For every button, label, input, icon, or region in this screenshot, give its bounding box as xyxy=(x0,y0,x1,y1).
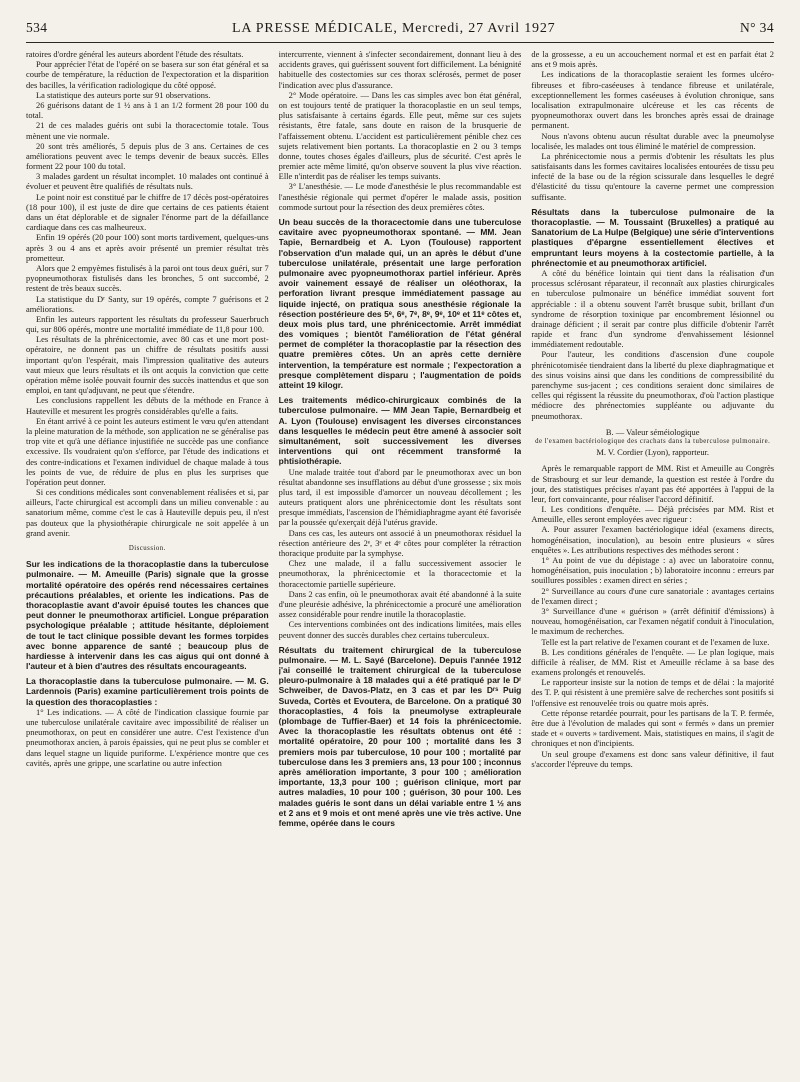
paragraph: Le point noir est constitué par le chiffre de 17 décès post-opératoires (18 pour 100), il est juste de dire que certains de ces patients étaient dans un état déplorable et de signaler l'énorme part de la défaillance cardiaque dans ces cas malheureux. xyxy=(26,191,269,233)
paragraph: Enfin 19 opérés (20 pour 100) sont morts tardivement, quelques-uns après 3 ou 4 ans et après avoir présenté un premier résultat très prometteur. xyxy=(26,232,269,263)
masthead xyxy=(26,20,774,37)
paragraph: Pour apprécier l'état de l'opéré on se basera sur son état général et sa courbe de température, la réduction de l'expectoration et la disparition des bacilles, la vérification radiologique du côté opposé. xyxy=(26,59,269,90)
paragraph: La statistique du Dʳ Santy, sur 19 opérés, compte 7 guérisons et 2 améliorations. xyxy=(26,293,269,314)
paragraph: Pour l'auteur, les conditions d'ascension d'une coupole phrénicotomisée tiendraient dans la liberté du plexe diaphragmatique et des sinus voisins ainsi que dans les conditions de compressibilité du parenchyme sus-jacent ; ces conditions seraient donc similaires de celles qui régissent la réussite du pneumothorax, d'où l'action plastique médiocre des phrénectomies suppléante ou adjuvante du pneumothorax. xyxy=(531,349,774,421)
paragraph: Si ces conditions médicales sont convenablement réalisées et si, par ailleurs, l'acte chirurgical est accompli dans un milieu convenable : au sanatorium même, comme c'est le cas à Hauteville depuis peu, il n'est pas douteux que la physiothérapie chirurgicale ne soit appelée à un grand avenir. xyxy=(26,487,269,538)
paragraph: 1° Les indications. — A côté de l'indication classique fournie par une tuberculose unilatérale cavitaire avec impossibilité de réaliser un pneumothorax, on peut en considérer une autre. C'est l'existence d'un pneumothorax ancien, à parois épaissies, qui ne peut plus se combler et dans lequel stagne un liquide puriforme. L'expérience montre que ces cavités, après une grippe, une scarlatine ou autre infection xyxy=(26,706,269,768)
paragraph: Telle est la part relative de l'examen courant et de l'examen de luxe. xyxy=(541,636,770,647)
journal-title: LA PRESSE MÉDICALE, Mercredi, 27 Avril 1927 xyxy=(231,21,556,36)
paragraph: Les résultats de la phrénicectomie, avec 80 cas et une mort post-opératoire, ne donnent pas un chiffre de résultats positifs aussi important qu'on l'espérait, mais l'impression qualitative des auteurs vaut mieux que leurs résultats et ils ont acquis la conviction que cette opération même isolée pouvait fournir des succès inattendus et que son emploi, en tant qu'adjuvant, ne peut que s'étendre. xyxy=(26,334,269,396)
paragraph: Dans ces cas, les auteurs ont associé à un pneumothorax résiduel la résection antérieure des 2ᵉ, 3ᵉ et 4ᵉ côtes pour compléter la rétraction thoracique produite par la symphyse. xyxy=(278,527,522,558)
section-paragraph: Sur les indications de la thoracoplastie dans la tuberculose pulmonaire. — M. Ameuille (Paris) signale que la grosse mortalité opératoire des opérés rend nécessaires certaines précautions préalables, et oriente les indications. Pas de thoracoplastie avant d'avoir épuisé toutes les chances que peut donner le pneumothorax artificiel. Longue préparation psychologique préalable ; attitude hésitante, déploiement de tout le tact clinique possible devant les formes torpides avec bonne apparence de santé ; beaucoup plus de hardiesse à intervenir dans les cas aigus qui ont donné à l'auteur et à bien d'autres des résultats encourageants. xyxy=(26,559,269,672)
paragraph: Ces interventions combinées ont des indications limitées, mais elles peuvent donner des succès durables chez certains tuberculeux. xyxy=(278,619,522,640)
paragraph: Une malade traitée tout d'abord par le pneumothorax avec un bon résultat abandonne ses insufflations au début d'une grossesse ; six mois plus tard, il est impossible d'amorcer un nouveau décollement ; les auteurs pratiquent alors une phrénicectomie dont les résultats sont presque immédiats, l'ascension de l'hémidiaphragme ayant été favorisée par la poussée qu'exerçait déjà l'utérus gravide. xyxy=(278,466,522,528)
page-number: 534 xyxy=(26,20,48,35)
paragraph: de la grossesse, a eu un accouchement normal et est en parfait état 2 ans et 9 mois après. xyxy=(531,49,774,70)
paragraph: Alors que 2 empyèmes fistulisés à la paroi ont tous deux guéri, sur 7 pyopneumothorax fistulisés dans les bronches, 5 ont succombé, 2 restent de très beaux succès. xyxy=(26,262,269,294)
paragraph: Les indications de la thoracoplastie seraient les formes ulcéro-fibreuses et fibro-caséeuses à tendance fibreuse et unilatérale, exceptionnellement les formes caséeuses à évolution chronique, sans localisation extrapulmonaire ulcéreuse et les cas récents de pyopneumothorax ouvert dans les bronches après essai de drainage permanent. xyxy=(531,69,774,131)
text-columns xyxy=(26,49,774,1079)
section-heading: B. — Valeur séméiologique xyxy=(605,426,700,437)
section-paragraph: Les traitements médico-chirurgicaux combinés de la tuberculose pulmonaire. — MM Jean Tapie, Bernardbeig et A. Lyon (Toulouse) envisagent les diverses circonstances dans lesquelles le médecin peut être amené à associer soit simultanément, soit successivement les diverses interventions qui ont récemment transformé la phtisiothérapie. xyxy=(278,395,522,467)
paragraph: 2° Surveillance au cours d'une cure sanatoriale : avantages certains de l'examen direct ; xyxy=(531,585,774,606)
section-paragraph: Résultats du traitement chirurgical de la tuberculose pulmonaire. — M. L. Sayé (Barcelone). Depuis l'année 1912 j'ai conseillé le traitement chirurgical de la tuberculose pleuro-pulmonaire à 18 malades qui a été pratiqué par le Dʳ Schweiber, de Davos-Platz, en 3 cas et par les Dʳˢ Puig Suveda, Cortès et Evoutera, de Barcelone. On a pratiqué 30 thoracoplasties, 4 fois la pneumolyse extrapleurale (plombage de Tuffier-Baer) et 14 fois la phrénicectomie. Avec la thoracoplastie les résultats obtenus ont été : mortalité opératoire, 20 pour 100 ; mortalité dans les 3 premiers mois par tuberculose, 10 pour 100 ; mortalité par tuberculose dans les 3 premiers ans, 13 pour 100 ; inconnus après amélioration importante, 3 pour 100 ; amélioration importante, 13,3 pour 100 ; guérison clinique, mort par autres maladies, 10 pour 100 ; guérison, 30 pour 100. Les malades guéris le sont dans un délai variable entre 1 ½ ans et 2 ans et 9 mois et ont mené après une vie très active. Une femme, opérée dans le cours xyxy=(278,644,522,828)
text-column-3 xyxy=(531,49,774,1079)
paragraph: 26 guérisons datant de 1 ½ ans à 1 an 1/2 forment 28 pour 100 du total. xyxy=(26,99,269,121)
text-column-2 xyxy=(279,49,522,1079)
paragraph: I. Les conditions d'enquête. — Déjà précisées par MM. Rist et Ameuille, elles seront employées avec rigueur : xyxy=(531,504,774,525)
header-rule xyxy=(26,42,774,43)
section-heading: M. V. Cordier (Lyon), rapporteur. xyxy=(596,447,709,458)
section-paragraph: Résultats dans la tuberculose pulmonaire de la thoracoplastie. — M. Toussaint (Bruxelles) a pratiqué au Sanatorium de La Hulpe (Belgique) une série d'interventions plastiques d'épargne essentiellement électives et empruntant leurs moyens à la costectomie partielle, à la phrénectomie et au pneumothorax artificiel. xyxy=(531,206,774,268)
paragraph: Nous n'avons obtenu aucun résultat durable avec la pneumolyse localisée, les malades ont tous éliminé le matériel de compression. xyxy=(531,130,774,151)
paragraph: Après le remarquable rapport de MM. Rist et Ameuille au Congrès de Strasbourg et sur leur demande, la question est restée à l'ordre du jour, des statistiques précises n'ayant pas été apportées à l'appui de la leur, fort convaincante, pour réaliser l'accord définitif. xyxy=(531,463,774,504)
paragraph: A. Pour assurer l'examen bactériologique idéal (examens directs, homogénéisation, inoculation), au besoin entre plusieurs « sûres enquêtes ». Les attributions respectives des méthodes seront : xyxy=(531,524,774,555)
issue-number: N° 34 xyxy=(739,20,774,35)
section-paragraph: Un beau succès de la thoracectomie dans une tuberculose cavitaire avec pyopneumothorax spontané. — MM. Jean Tapie, Bernardbeig et A. Lyon (Toulouse) rapportent l'observation d'un malade qui, un an après le début d'une tuberculose unilatérale, présentait une large perforation pulmonaire avec pyopneumothorax partiel inférieur. Après avoir vainement essayé de réaliser un oléothorax, la perforation livrant presque immédiatement passage au liquide injecté, on pratiqua sous anesthésie régionale la résection postérieure des 5ᵉ, 6ᵉ, 7ᵉ, 8ᵉ, 9ᵉ, 10ᵉ et 11ᵉ côtes et, deux mois plus tard, une phrénicectomie. Arrêt immédiat des vomiques ; bientôt l'amélioration de l'état général permet de compléter la thoracoplastie par la résection des quatre premières côtes. Un an après cette dernière intervention, la température est normale ; l'expectoration a presque complètement disparu ; l'augmentation de poids atteint 19 kilogr. xyxy=(278,217,522,390)
paragraph: 3° Surveillance d'une « guérison » (arrêt définitif d'émissions) à nouveau, homogénéisation, car l'examen négatif conduit à l'inoculation, le maximum de recherches. xyxy=(531,605,774,637)
section-heading: de l'examen bactériologique des crachats dans la tuberculose pulmonaire. xyxy=(535,437,771,445)
paragraph: B. Les conditions générales de l'enquête. — Le plan logique, mais difficile à réaliser, de MM. Rist et Ameuille réclame à sa base des examens prolongés et renouvelés. xyxy=(531,646,774,678)
section-heading: Discussion. xyxy=(128,545,166,552)
paragraph: 1° Au point de vue du dépistage : a) avec un laboratoire connu, homogénéisation, puis inoculation ; b) laboratoire inconnu : erreurs par souillures possibles : examen direct en séries ; xyxy=(531,555,774,586)
paragraph: La phrénicectomie nous a permis d'obtenir les résultats les plus satisfaisants dans les formes cavitaires localisées entourées de tissu peu infecté de la base ou de la région scissurale dans lesquelles le degré d'élasticité du tissu qu'entoure la caverne permet une compression suffisante. xyxy=(531,150,774,202)
paragraph: Un seul groupe d'examens est donc sans valeur définitive, il faut s'accorder l'épreuve du temps. xyxy=(531,748,774,769)
paragraph: Dans 2 cas enfin, où le pneumothorax avait été abandonné à la suite d'une pleurésie adhésive, la phrénicectomie a procuré une amélioration assez considérable pour rendre inutile la thoracoplastie. xyxy=(278,588,522,620)
paragraph: Cette réponse retardée pourrait, pour les partisans de la T. P. fermée, être due à l'évolution de malades qui sont « fermés » dans un premier stade et « ouverts » tardivement. Mais, statistiques en mains, il s'agit de chroniques et non d'incipients. xyxy=(531,707,774,749)
paragraph: La statistique des auteurs porte sur 91 observations. xyxy=(36,89,211,100)
paragraph: 2° Mode opératoire. — Dans les cas simples avec bon état général, on est toujours tenté de pratiquer la thoracoplastie en un seul temps, plus satisfaisante à certains égards. Elle peut, même sur ces sujets résistants, être fatale, sans doute en raison de la brusquerie de l'affaissement obtenu. L'accident est particulièrement pénible chez ces sujets relativement bien portants. La thoracoplastie en 2 ou 3 temps donne, toutes choses égales d'ailleurs, plus de sécurité. C'est après le premier acte même limité, qu'on observe souvent la plus vive réaction. Elle n'interdit pas de réaliser les temps suivants. xyxy=(278,89,522,182)
paragraph: Les conclusions rappellent les débuts de la méthode en France à Hauteville et mesurent les progrès considérables qu'elle a faits. xyxy=(26,395,269,416)
text-column-1 xyxy=(26,49,269,1079)
paragraph: 20 sont très améliorés, 5 depuis plus de 3 ans. Certaines de ces améliorations peuvent avec le temps devenir de beaux succès. Elles forment 22 pour 100 du total. xyxy=(26,140,269,172)
paragraph: Enfin les auteurs rapportent les résultats du professeur Sauerbruch qui, sur 806 opérés, montre une mortalité immédiate de 11,8 pour 100. xyxy=(26,313,269,335)
paragraph: 3 malades gardent un résultat incomplet. 10 malades ont continué à évoluer et peuvent être qualifiés de résultats nuls. xyxy=(26,171,269,192)
paragraph: A côté du bénéfice lointain qui tient dans la réalisation d'un processus sclérosant réparateur, il reconnaît aux plasties chirurgicales en tuberculose pulmonaire un bénéfice immédiat souvent fort appréciable : il a obtenu souvent l'arrêt brusque subit, brillant d'un syndrome de résorption toxinique par encombrement lésionnel ou drainage déficient ; il serait par contre plus difficile d'obtenir l'arrêt rapide et franc d'un syndrome d'envahissement lésionnel immédiatement redoutable. xyxy=(531,267,774,350)
section-paragraph: La thoracoplastie dans la tuberculose pulmonaire. — M. G. Lardennois (Paris) examine particulièrement trois points de la question des thoracoplasties : xyxy=(26,676,269,707)
paragraph: Chez une malade, il a fallu successivement associer le pneumothorax, la phrénicectomie et la thoracectomie et la thoracectomie partielle supérieure. xyxy=(278,558,522,589)
paragraph: En étant arrivé à ce point les auteurs estiment le vœu qu'en attendant la pleine maturation de la méthode, son application ne se généralise pas trop vite et qu'à une défiance injustifiée ne succède pas une confiance excessive. Ils voudraient qu'on s'efforce, par l'étude des indications et des contre-indications et l'examen individuel de chaque malade à tous les points de vue, de réduire de plus en plus les surprises que l'opération peut donner. xyxy=(26,415,269,487)
paragraph: Le rapporteur insiste sur la notion de temps et de délai : la majorité des T. P. qui résistent à une première salve de recherches sont positifs si l'offensive est renouvelée trois ou quatre mois après. xyxy=(531,677,774,708)
paragraph: 21 de ces malades guéris ont subi la thoracectomie totale. Tous mènent une vie normale. xyxy=(26,120,269,141)
paragraph: 3° L'anesthésie. — Le mode d'anesthésie le plus recommandable est l'anesthésie régionale qui permet d'opérer le malade assis, position commode surtout pour la résection des deux premières côtes. xyxy=(278,181,522,212)
paragraph: intercurrente, viennent à s'infecter secondairement, donnant lieu à des accidents graves, qui guérissent souvent fort difficilement. La bénignité habituelle des costectomies sur ces thorax sclérosés, permet de poser l'indication avec plus d'assurance. xyxy=(278,49,522,90)
paragraph: ratoires d'ordre général les auteurs abordent l'étude des résultats. xyxy=(26,49,244,59)
